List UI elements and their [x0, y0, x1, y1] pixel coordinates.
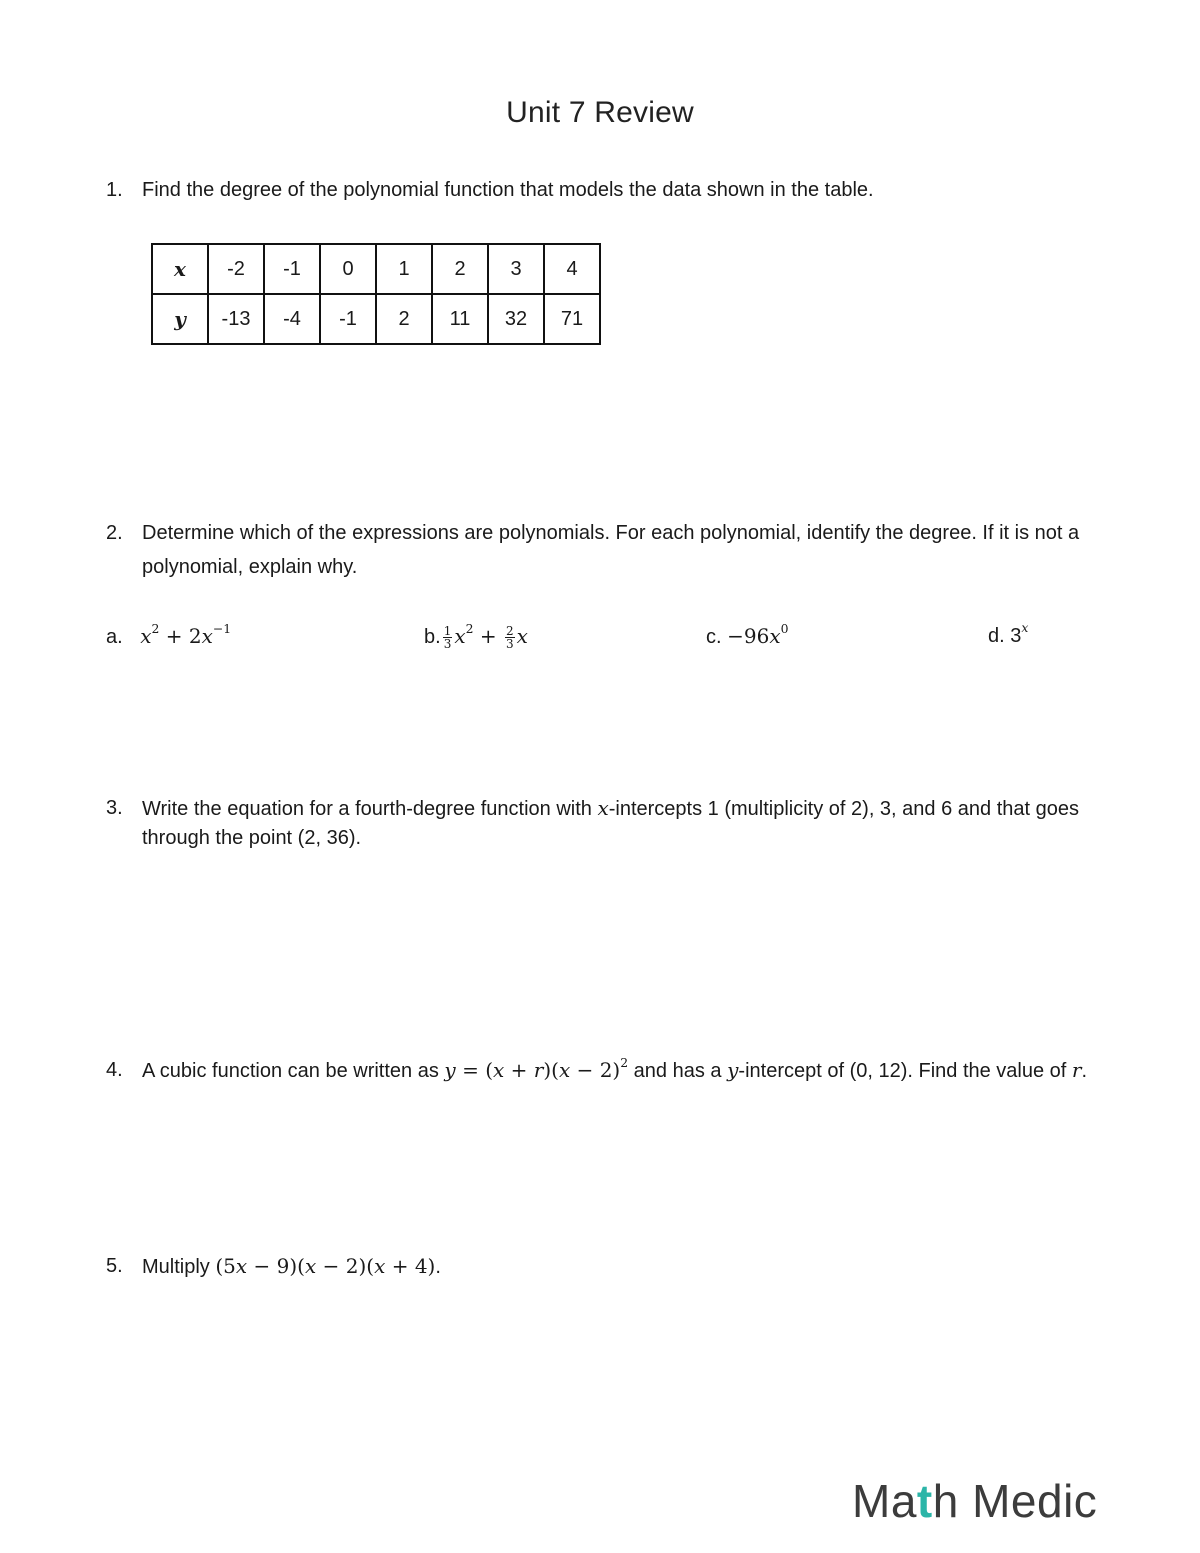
table-cell: 0	[320, 244, 376, 294]
question-number: 2.	[106, 522, 123, 544]
medical-cross-icon: t	[916, 1475, 933, 1527]
question-1	[106, 174, 1126, 206]
table-cell: 2	[432, 244, 488, 294]
option-c	[706, 620, 789, 653]
fraction-two-thirds: $\frac{2}{3}$	[505, 624, 514, 652]
table-header-x: x	[152, 244, 208, 294]
option-d	[988, 620, 1028, 652]
table-cell: -1	[320, 294, 376, 344]
expression-c: $-96x^0$	[727, 621, 789, 648]
question-number: 1.	[106, 179, 123, 201]
table-cell: 32	[488, 294, 544, 344]
table-cell: 1	[376, 244, 432, 294]
question-text: Write the equation for a fourth-degree function with x-intercepts 1 (multiplicity of 2), 3, and 6 and that goes through the point (2, 36).	[142, 796, 1079, 849]
question-5	[106, 1250, 1126, 1283]
question-text: Multiply (5x − 9)(x − 2)(x + 4).	[142, 1254, 441, 1278]
equation: $y = (x + r)(x - 2)^2$	[444, 1055, 629, 1082]
math-medic-logo: Math Medic	[852, 1475, 1098, 1527]
question-number: 4.	[106, 1059, 123, 1081]
expression-b: $x^2$ +	[454, 621, 503, 648]
table-cell: -4	[264, 294, 320, 344]
question-4	[106, 1055, 1126, 1086]
table-header-y: y	[152, 294, 208, 344]
option-label: c.	[706, 626, 722, 648]
data-table	[151, 243, 601, 345]
option-a	[106, 620, 231, 653]
option-label: a.	[106, 626, 123, 648]
table-cell: 4	[544, 244, 600, 294]
question-number: 3.	[106, 797, 123, 819]
option-label: d.	[988, 625, 1005, 647]
page-title: Unit 7 Review	[506, 96, 694, 129]
table-cell: 71	[544, 294, 600, 344]
question-text: Determine which of the expressions are polynomials. For each polynomial, identify the degree. If it is not a polynomial, explain why.	[142, 522, 1080, 578]
table-cell: 2	[376, 294, 432, 344]
fraction-one-third: $\frac{1}{3}$	[443, 624, 452, 652]
table-cell: 3	[488, 244, 544, 294]
question-3	[106, 794, 1126, 853]
expression: (5x − 9)(x − 2)(x + 4)	[215, 1254, 436, 1278]
question-text: Find the degree of the polynomial function that models the data shown in the table.	[142, 179, 874, 201]
expression-d: 3$^x$	[1010, 620, 1029, 647]
table-cell: -1	[264, 244, 320, 294]
table-row-x	[152, 244, 600, 294]
question-number: 5.	[106, 1255, 123, 1277]
question-2	[106, 516, 1126, 584]
table-cell: -2	[208, 244, 264, 294]
expression-a: $x^2 + 2x^{-1}$	[140, 621, 232, 648]
option-b: b. $\frac{1}{3}$ $x^2$ + $\frac{2}{3}$ x	[424, 621, 528, 652]
question-text: A cubic function can be written as $y = (x + r)(x - 2)^2$ and has a y-intercept of (0, 12). Find the value of r.	[142, 1055, 1088, 1082]
option-label: b.	[424, 626, 441, 648]
table-row-y	[152, 294, 600, 344]
table-cell: -13	[208, 294, 264, 344]
table-cell: 11	[432, 294, 488, 344]
